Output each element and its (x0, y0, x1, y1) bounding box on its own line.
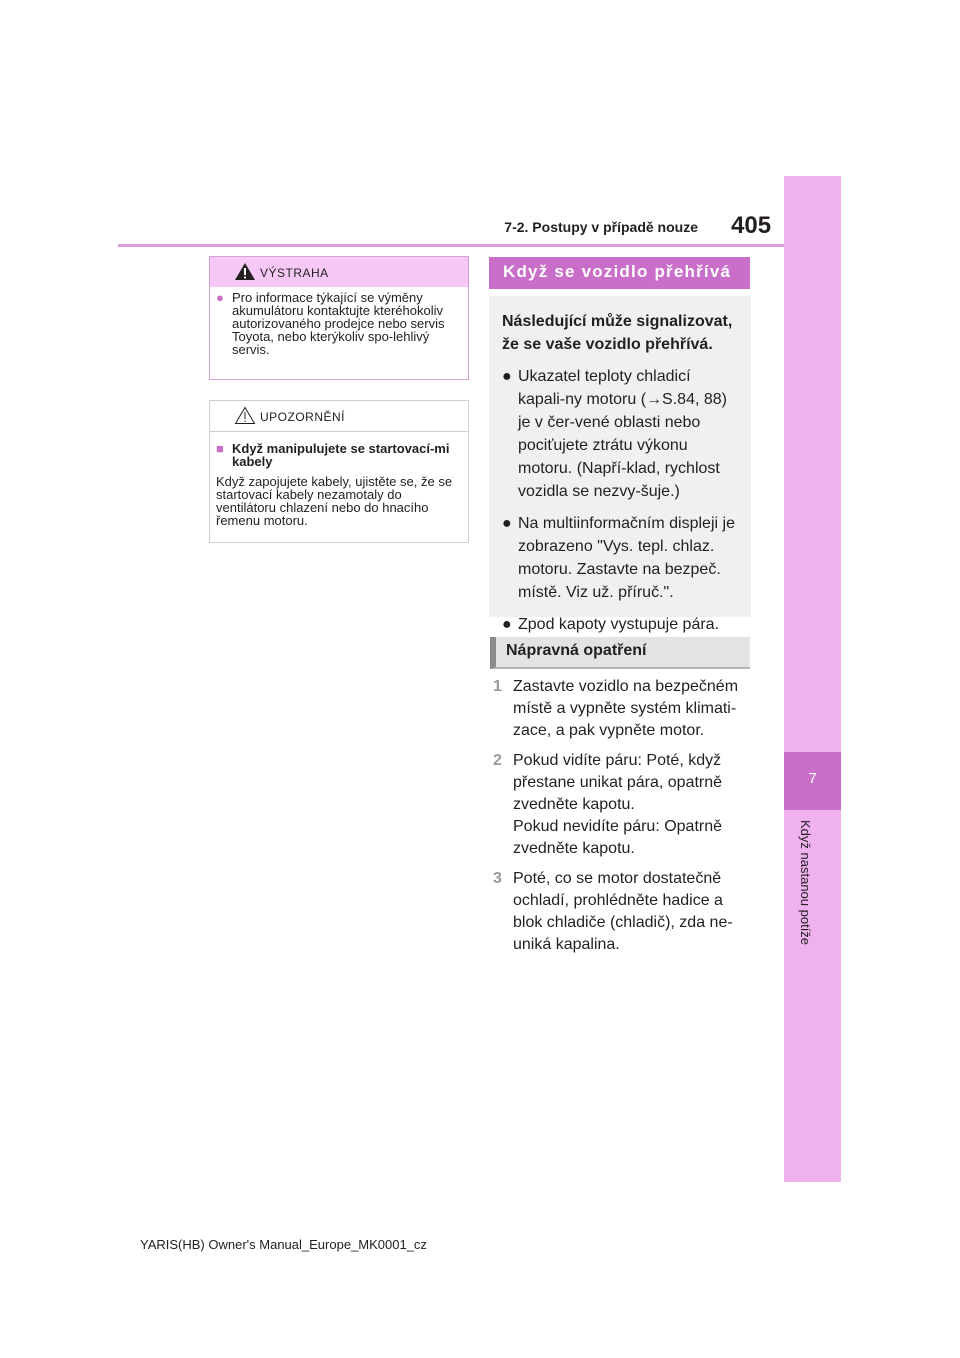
step-text: Poté, co se motor dostatečně ochladí, prohlédněte hadice a blok chladiče (chladič), zda ne-uniká kapalina. (513, 870, 733, 953)
step-number: 3 (493, 870, 502, 887)
overheat-sign-text: Na multiinformačním displeji je zobrazeno "Vys. tepl. chlaz. motoru. Zastavte na bezpeč. místě. Viz už. příruč.". (518, 515, 735, 601)
chapter-side-tab (784, 176, 841, 1182)
chapter-number: 7 (808, 770, 817, 787)
overheat-intro: Následující může signalizovat, že se vaše vozidlo přehřívá. (502, 313, 733, 353)
overheat-sign (502, 365, 742, 503)
chapter-name: Když nastanou potíže (798, 820, 813, 946)
square-bullet-icon: ■ (216, 441, 224, 456)
step-number: 2 (493, 752, 502, 769)
warning-title: VÝSTRAHA (260, 266, 329, 280)
overheat-sign (502, 613, 742, 636)
page-number: 405 (731, 212, 772, 239)
overheat-sign-text: Ukazatel teploty chladicí kapali-ny motoru (→S.84, 88) je v čer-vené oblasti nebo pociťujete ztrátu výkonu motoru. (Napří-klad, rychlost vozidla se nezvy-šuje.) (518, 368, 727, 500)
remedy-step (493, 868, 751, 956)
overheat-signs-panel (489, 296, 751, 633)
remedy-heading-text: Nápravná opatření (506, 642, 647, 659)
remedy-step (493, 676, 751, 742)
overheat-sign (502, 512, 742, 604)
caution-subhead (216, 442, 462, 468)
caution-triangle-icon (234, 406, 256, 425)
caution-subhead-text: Když manipulujete se startovací-mi kabely (232, 441, 450, 469)
overheat-heading (489, 257, 750, 289)
caution-box (209, 400, 469, 543)
remedy-steps (493, 676, 751, 964)
step-text: Zastavte vozidlo na bezpečném místě a vypněte systém klimati-zace, a pak vypněte motor. (513, 678, 739, 739)
circle-bullet-icon: ● (216, 290, 224, 305)
header-rule (118, 244, 786, 247)
overheat-sign-text: Zpod kapoty vystupuje pára. (518, 616, 720, 633)
remedy-heading (490, 637, 750, 669)
warning-header (210, 257, 468, 287)
footer-manual-id: YARIS(HB) Owner's Manual_Europe_MK0001_cz (140, 1237, 427, 1252)
section-title: 7-2. Postupy v případě nouze (504, 219, 698, 235)
overheat-heading-text: Když se vozidlo přehřívá (503, 262, 732, 281)
step-text: Pokud vidíte páru: Poté, když přestane unikat pára, opatrně zvedněte kapotu. (513, 752, 723, 813)
dot-bullet-icon: ● (502, 515, 512, 532)
remedy-step (493, 750, 751, 860)
caution-header (210, 401, 468, 432)
caution-text: Když zapojujete kabely, ujistěte se, že se startovací kabely nezamotaly do ventilátoru chlazení nebo do hnacího řemenu motoru. (216, 474, 453, 528)
dot-bullet-icon: ● (502, 368, 512, 385)
dot-bullet-icon: ● (502, 616, 512, 633)
warning-box (209, 256, 469, 380)
step-text-secondary: Pokud nevidíte páru: Opatrně zvedněte kapotu. (513, 818, 723, 857)
warning-item (216, 291, 462, 356)
warning-item-text: Pro informace týkající se výměny akumulátoru kontaktujte kteréhokoliv autorizovaného prodejce nebo servis Toyota, nebo kterýkoliv spo-lehlivý servis. (232, 290, 445, 357)
step-number: 1 (493, 678, 502, 695)
warning-triangle-icon (234, 262, 256, 281)
caution-title: UPOZORNĚNÍ (260, 410, 346, 424)
